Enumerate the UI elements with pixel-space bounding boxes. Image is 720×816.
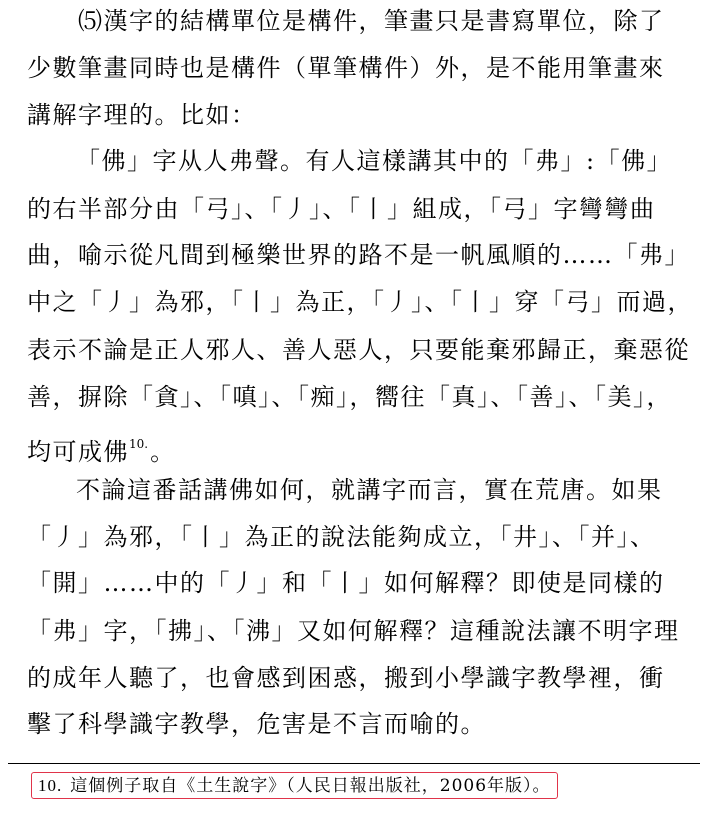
footnote-divider [8, 763, 700, 764]
footnote-text: 這個例子取自《土生說字》（人民日報出版社，2006年版）。 [70, 776, 551, 796]
commentary-line-1: 不論這番話講佛如何，就講字而言，實在荒唐。如果 [76, 476, 663, 504]
footnote-highlight-box[interactable] [31, 772, 558, 799]
example-line-7 [27, 429, 176, 467]
example-line-2: 的右半部分由「弓」、「丿」、「丨」組成，「弓」字彎彎曲 [27, 195, 656, 223]
example-line-7-text: 均可成佛 [27, 438, 129, 466]
commentary-line-4: 「弗」字，「拂」、「沸」又如何解釋？這種說法讓不明字理 [27, 617, 680, 645]
paragraph-5-line-2: 少數筆畫同時也是構件（單筆構件）外，是不能用筆畫來 [27, 54, 665, 82]
example-line-6: 善，摒除「貪」、「嗔」、「痴」，嚮往「真」、「善」、「美」， [27, 383, 672, 411]
commentary-line-3: 「開」……中的「丿」和「丨」如何解釋？即使是同樣的 [27, 569, 665, 597]
example-line-3: 曲，喻示從凡間到極樂世界的路不是一帆風順的……「弗」 [27, 241, 690, 269]
example-line-7-period: 。 [150, 438, 176, 466]
commentary-line-5: 的成年人聽了，也會感到困惑，搬到小學識字教學裡，衝 [27, 664, 665, 692]
commentary-line-6: 擊了科學識字教學，危害是不言而喻的。 [27, 710, 486, 738]
example-line-1: 「佛」字从人弗聲。有人這樣講其中的「弗」:「佛」 [76, 147, 673, 175]
footnote-reference[interactable]: 10. [129, 437, 149, 451]
commentary-line-2: 「丿」為邪，「丨」為正的說法能夠成立，「井」、「并」、 [27, 523, 656, 551]
example-line-5: 表示不論是正人邪人、善人惡人，只要能棄邪歸正，棄惡從 [27, 336, 690, 364]
paragraph-5-line-1: ⑸漢字的結構單位是構件，筆畫只是書寫單位，除了 [78, 7, 665, 35]
example-line-4: 中之「丿」為邪，「丨」為正，「丿」、「丨」穿「弓」而過， [27, 288, 693, 316]
paragraph-5-line-3: 講解字理的。比如： [27, 101, 257, 129]
footnote-number: 10. [38, 776, 63, 795]
